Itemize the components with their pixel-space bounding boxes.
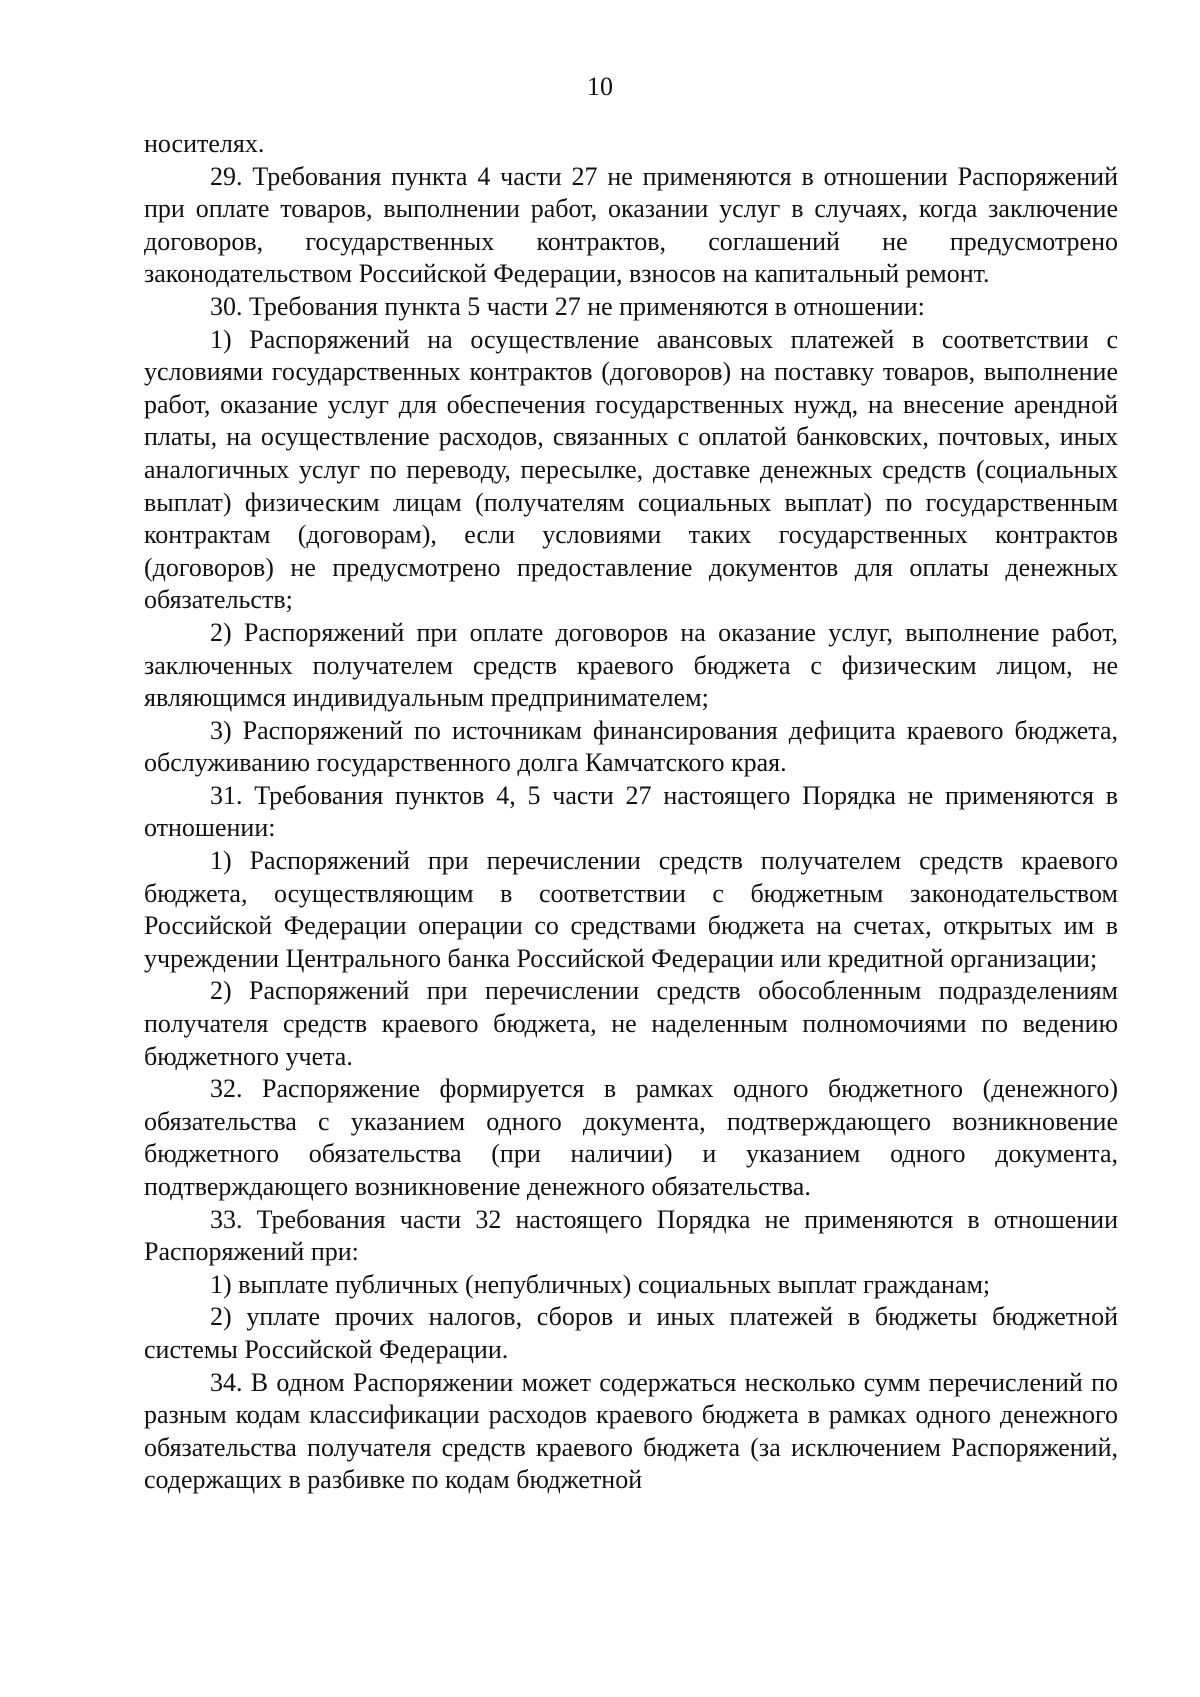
paragraph: 31. Требования пунктов 4, 5 части 27 настоящего Порядка не применяются в отношении: [144, 780, 1118, 843]
paragraph: 2) Распоряжений при оплате договоров на оказание услуг, выполнение работ, заключенных получателем средств краевого бюджета с физическим лицом, не являющимся индивидуальным предпринимателем; [144, 617, 1118, 713]
paragraph: 33. Требования части 32 настоящего Порядка не применяются в отношении Распоряжений при: [144, 1204, 1118, 1267]
paragraph: носителях. [144, 129, 265, 158]
page-number: 10 [587, 72, 613, 101]
paragraph: 2) уплате прочих налогов, сборов и иных платежей в бюджеты бюджетной системы Российской Федерации. [144, 1302, 1118, 1364]
paragraph: 32. Распоряжение формируется в рамках одного бюджетного (денежного) обязательства с указанием одного документа, подтверждающего возникновение бюджетного обязательства (при наличии) и указанием одного документа, подтверждающего возникновение денежного обязательства. [144, 1074, 1118, 1201]
document-body [144, 128, 1118, 1497]
paragraph: 34. В одном Распоряжении может содержаться несколько сумм перечислений по разным кодам классификации расходов краевого бюджета в рамках одного денежного обязательства получателя средств краевого бюджета (за исключением Распоряжений, содержащих в разбивке по кодам бюджетной [144, 1367, 1118, 1495]
paragraph: 29. Требования пункта 4 части 27 не применяются в отношении Распоряжений при оплате товаров, выполнении работ, оказании услуг в случаях, когда заключение договоров, государственных контрактов, соглашений не предусмотрено законодательством Российской Федерации, взносов на капитальный ремонт. [144, 161, 1118, 289]
paragraph: 3) Распоряжений по источникам финансирования дефицита краевого бюджета, обслуживанию государственного долга Камчатского края. [144, 715, 1118, 778]
paragraph: 1) выплате публичных (непубличных) социальных выплат гражданам; [210, 1269, 991, 1299]
paragraph: 1) Распоряжений при перечислении средств получателем средств краевого бюджета, осуществляющим в соответствии с бюджетным законодательством Российской Федерации операции со средствами бюджета на счетах, открытых им в учреждении Центрального банка Российской Федерации или кредитной организации; [144, 846, 1118, 973]
paragraph: 2) Распоряжений при перечислении средств обособленным подразделениям получателя средств краевого бюджета, не наделенным полномочиями по ведению бюджетного учета. [144, 976, 1118, 1071]
paragraph: 30. Требования пункта 5 части 27 не применяются в отношении: [210, 291, 925, 321]
paragraph: 1) Распоряжений на осуществление авансовых платежей в соответствии с условиями государственных контрактов (договоров) на поставку товаров, выполнение работ, оказание услуг для обеспечения государственных нужд, на внесение арендной платы, на осуществление расходов, связанных с оплатой банковских, почтовых, иных аналогичных услуг по переводу, пересылке, доставке денежных средств (социальных выплат) физическим лицам (получателям социальных выплат) по государственным контрактам (договорам), если условиями таких государственных контрактов (договоров) не предусмотрено предоставление документов для оплаты денежных обязательств; [144, 324, 1118, 615]
